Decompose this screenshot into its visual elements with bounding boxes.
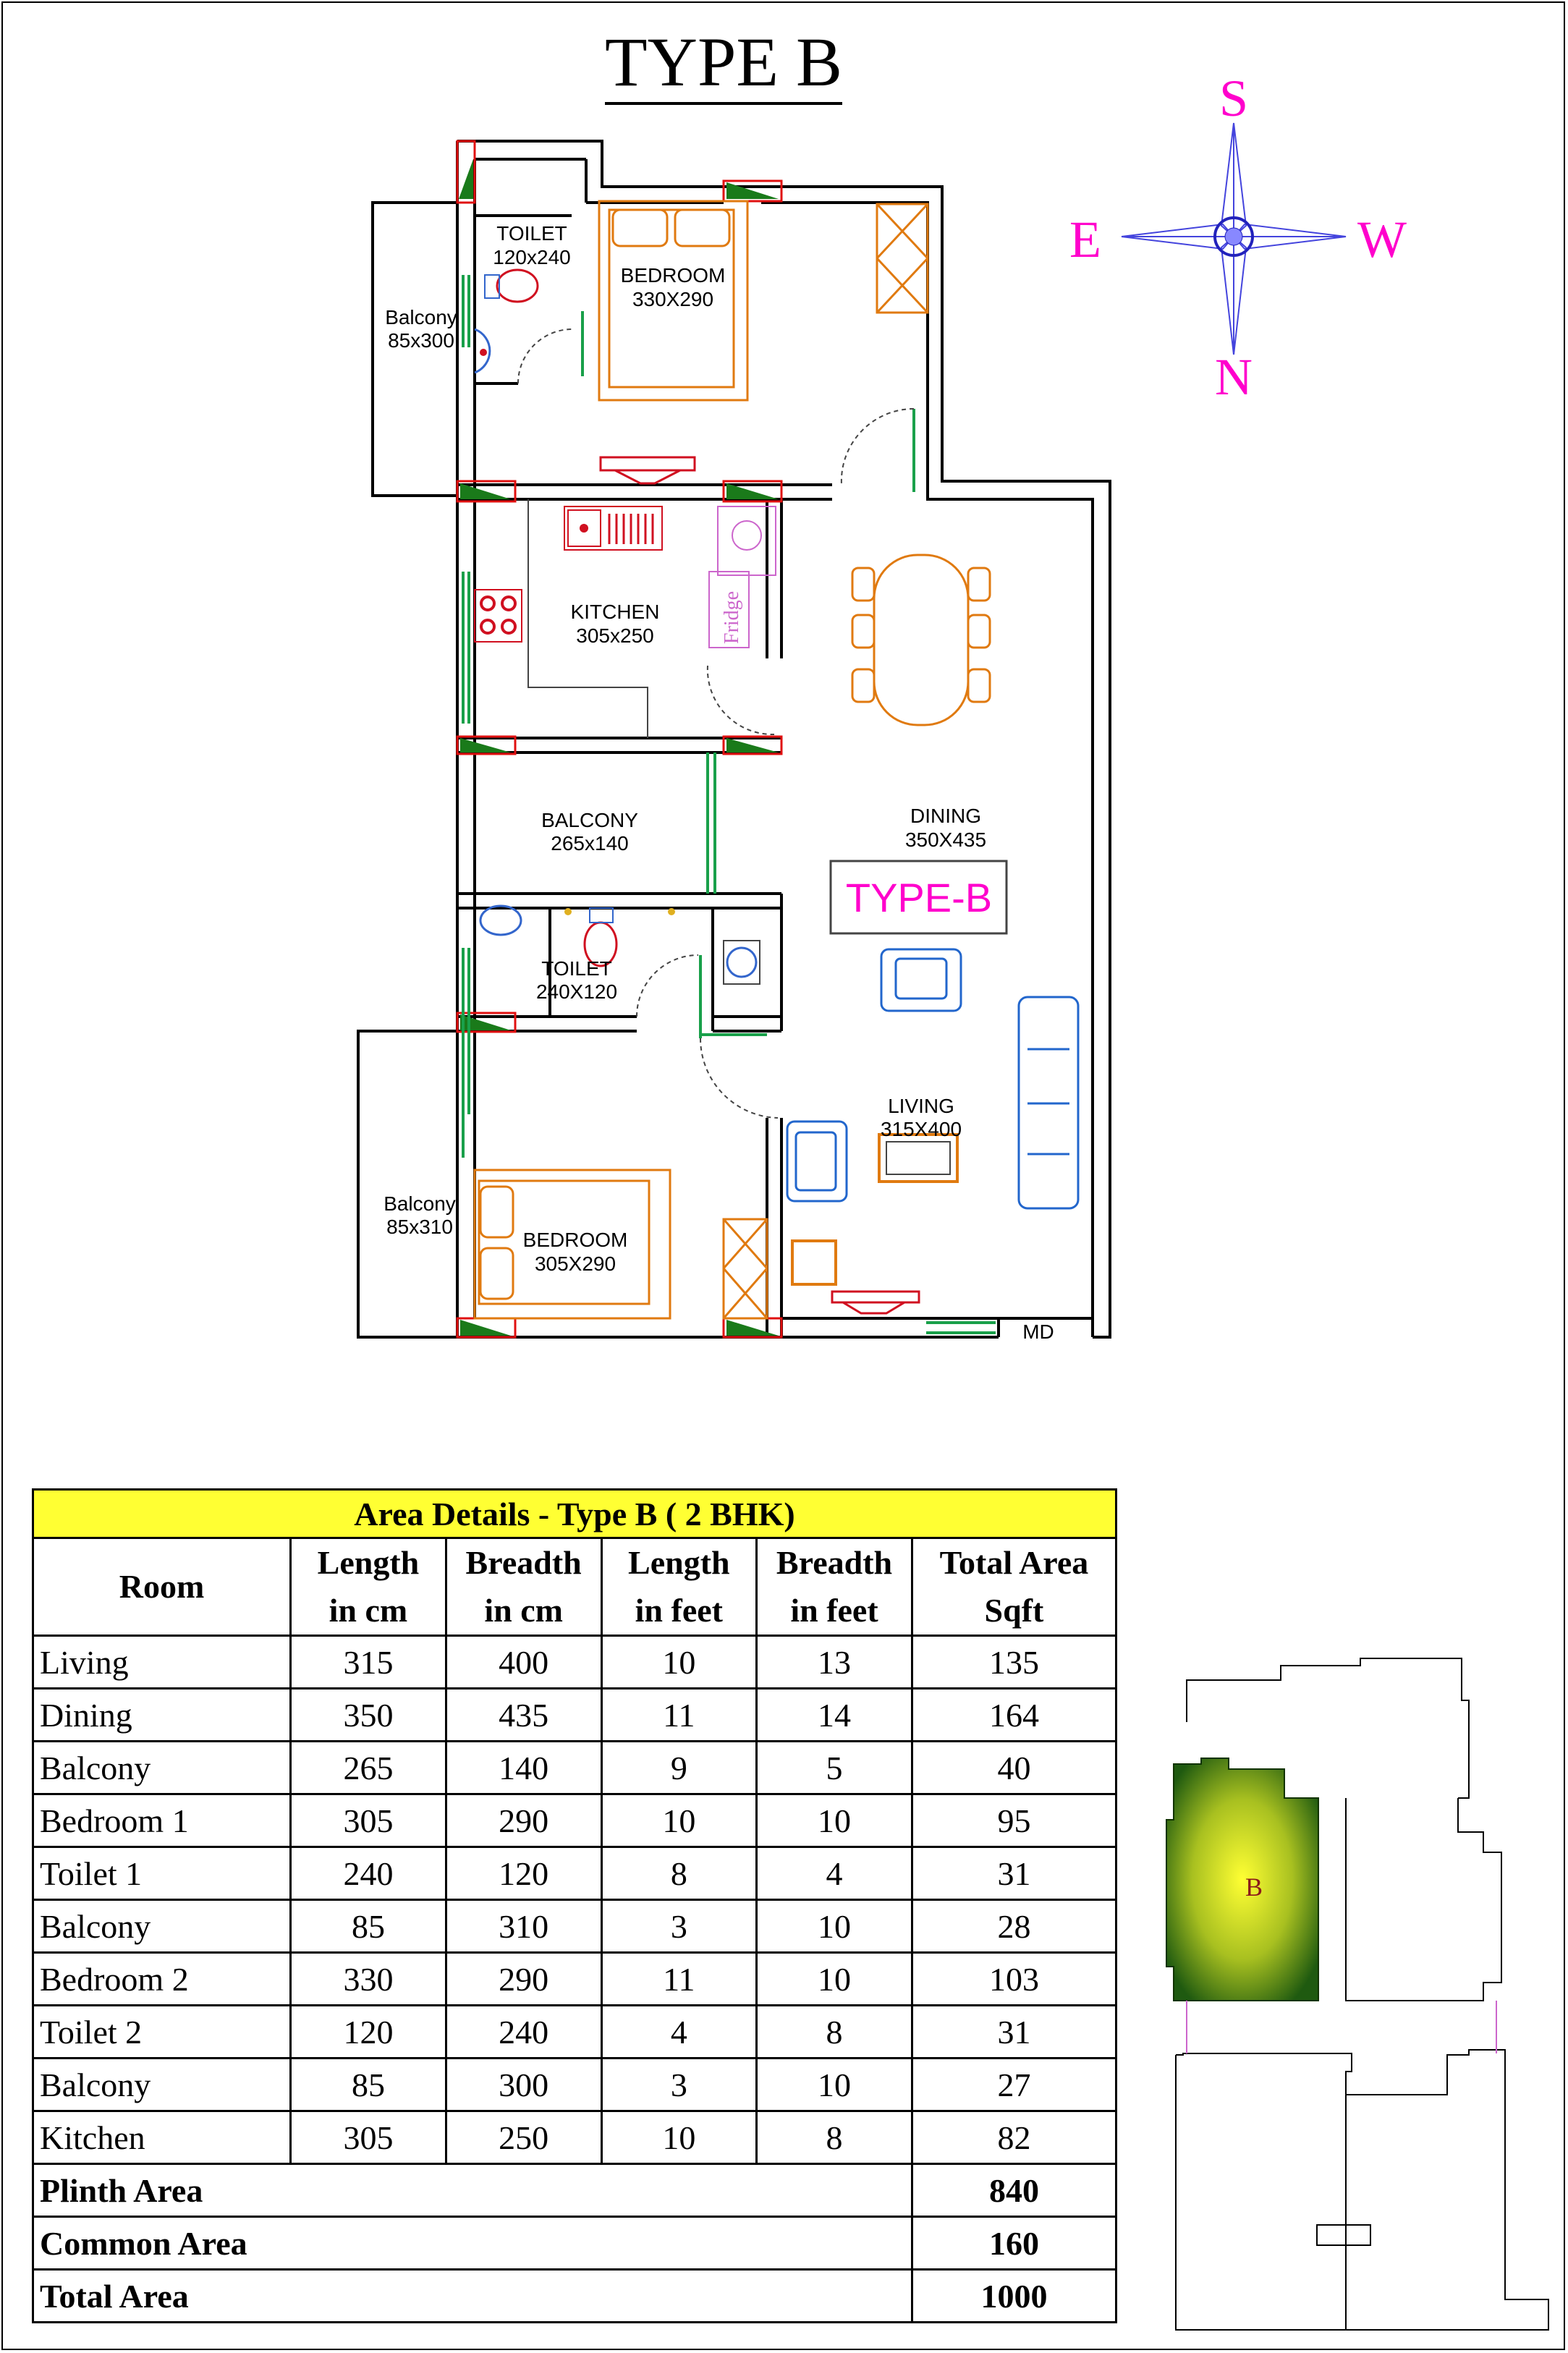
value-cell: 330 xyxy=(291,1953,446,2006)
room-name-cell: Toilet 1 xyxy=(33,1847,291,1900)
value-cell: 4 xyxy=(757,1847,912,1900)
summary-value: 1000 xyxy=(912,2270,1116,2323)
coffee-table xyxy=(879,1135,957,1182)
room-toilet1-name: TOILET xyxy=(496,222,567,245)
table-body xyxy=(33,1636,1116,2323)
table-caption-row xyxy=(33,1490,1116,1538)
area-details-table xyxy=(32,1488,1117,2323)
table-row xyxy=(33,1636,1116,1689)
table-row xyxy=(33,1689,1116,1742)
value-cell: 120 xyxy=(291,2006,446,2059)
room-bedroom1-size: 330X290 xyxy=(632,288,714,310)
value-cell: 8 xyxy=(757,2006,912,2059)
header-line: Length xyxy=(628,1544,730,1581)
page-title: TYPE B xyxy=(0,22,1447,105)
room-balcony1-size: 85x300 xyxy=(388,329,454,352)
value-cell: 85 xyxy=(291,2059,446,2111)
room-dining-name: DINING xyxy=(910,805,981,827)
room-balcony3-size: 85x310 xyxy=(386,1216,453,1238)
unit-type-label: TYPE-B xyxy=(845,875,993,920)
compass-bottom-label: N xyxy=(1215,348,1253,406)
value-cell: 5 xyxy=(757,1742,912,1794)
room-name-cell: Bedroom 1 xyxy=(33,1794,291,1847)
unit-type-box xyxy=(831,861,1007,933)
table-row xyxy=(33,1900,1116,1953)
table-header-cell xyxy=(757,1538,912,1636)
room-toilet2-size: 240X120 xyxy=(535,980,618,1003)
table-row xyxy=(33,2006,1116,2059)
value-cell: 31 xyxy=(912,1847,1116,1900)
value-cell: 120 xyxy=(446,1847,601,1900)
room-balcony2-name: BALCONY xyxy=(541,809,638,831)
hood-top xyxy=(601,457,695,483)
value-cell: 27 xyxy=(912,2059,1116,2111)
value-cell: 8 xyxy=(601,1847,757,1900)
room-living-size: 315X400 xyxy=(880,1118,962,1140)
value-cell: 240 xyxy=(446,2006,601,2059)
room-name-cell: Living xyxy=(33,1636,291,1689)
room-kitchen-name: KITCHEN xyxy=(570,601,660,623)
room-bedroom2-name: BEDROOM xyxy=(522,1229,628,1251)
value-cell: 3 xyxy=(601,1900,757,1953)
value-cell: 10 xyxy=(757,2059,912,2111)
room-name-cell: Balcony xyxy=(33,1900,291,1953)
compass-top-label: S xyxy=(1219,69,1249,127)
room-toilet1-size: 120x240 xyxy=(493,246,571,268)
table-row xyxy=(33,1742,1116,1794)
summary-value: 840 xyxy=(912,2164,1116,2217)
value-cell: 4 xyxy=(601,2006,757,2059)
value-cell: 10 xyxy=(757,1794,912,1847)
room-bedroom1-name: BEDROOM xyxy=(620,264,726,287)
value-cell: 14 xyxy=(757,1689,912,1742)
header-line: Room xyxy=(119,1568,205,1605)
compass-right-label: W xyxy=(1357,211,1407,268)
header-line: in cm xyxy=(329,1592,408,1629)
summary-value: 160 xyxy=(912,2217,1116,2270)
header-line: in feet xyxy=(790,1592,878,1629)
value-cell: 85 xyxy=(291,1900,446,1953)
header-line: Breadth xyxy=(776,1544,893,1581)
room-balcony3-name: Balcony xyxy=(383,1192,456,1215)
room-name-cell: Toilet 2 xyxy=(33,2006,291,2059)
value-cell: 265 xyxy=(291,1742,446,1794)
room-kitchen-size: 305x250 xyxy=(576,624,654,647)
value-cell: 95 xyxy=(912,1794,1116,1847)
value-cell: 10 xyxy=(757,1953,912,2006)
room-name-cell: Kitchen xyxy=(33,2111,291,2164)
value-cell: 3 xyxy=(601,2059,757,2111)
value-cell: 40 xyxy=(912,1742,1116,1794)
sofa-set xyxy=(787,949,1078,1208)
room-bedroom2-size: 305X290 xyxy=(534,1252,616,1275)
value-cell: 28 xyxy=(912,1900,1116,1953)
value-cell: 9 xyxy=(601,1742,757,1794)
key-plan-highlight-label: B xyxy=(1245,1873,1263,1902)
key-plan xyxy=(1158,1642,1563,2344)
header-line: Length xyxy=(317,1544,420,1581)
table-header-cell xyxy=(601,1538,757,1636)
room-balcony1-name: Balcony xyxy=(385,306,457,328)
value-cell: 140 xyxy=(446,1742,601,1794)
table-header-row xyxy=(33,1538,1116,1636)
value-cell: 11 xyxy=(601,1953,757,2006)
table-row xyxy=(33,1794,1116,1847)
toilet-fixtures-top xyxy=(475,270,538,373)
wardrobe-top xyxy=(877,204,928,313)
summary-row xyxy=(33,2217,1116,2270)
value-cell: 435 xyxy=(446,1689,601,1742)
tv-unit xyxy=(792,1241,919,1313)
room-dining-size: 350X435 xyxy=(904,828,987,851)
value-cell: 13 xyxy=(757,1636,912,1689)
value-cell: 10 xyxy=(601,1794,757,1847)
header-line: Total Area xyxy=(939,1544,1089,1581)
room-toilet2-name: TOILET xyxy=(541,957,612,980)
room-name-cell: Bedroom 2 xyxy=(33,1953,291,2006)
value-cell: 11 xyxy=(601,1689,757,1742)
value-cell: 290 xyxy=(446,1794,601,1847)
room-balcony2-size: 265x140 xyxy=(551,832,629,855)
value-cell: 135 xyxy=(912,1636,1116,1689)
summary-label: Plinth Area xyxy=(33,2164,912,2217)
header-line: in feet xyxy=(635,1592,723,1629)
value-cell: 300 xyxy=(446,2059,601,2111)
value-cell: 10 xyxy=(601,1636,757,1689)
value-cell: 400 xyxy=(446,1636,601,1689)
value-cell: 310 xyxy=(446,1900,601,1953)
compass xyxy=(1069,69,1407,406)
wardrobe-bottom xyxy=(724,1219,767,1318)
dining-table xyxy=(852,555,990,725)
value-cell: 10 xyxy=(757,1900,912,1953)
value-cell: 82 xyxy=(912,2111,1116,2164)
summary-row xyxy=(33,2164,1116,2217)
room-name-cell: Balcony xyxy=(33,1742,291,1794)
value-cell: 250 xyxy=(446,2111,601,2164)
main-door-label: MD xyxy=(1022,1320,1054,1343)
value-cell: 290 xyxy=(446,1953,601,2006)
table-header-cell xyxy=(291,1538,446,1636)
table-row xyxy=(33,1847,1116,1900)
toilet-fixtures-bottom xyxy=(480,906,760,984)
compass-left-label: E xyxy=(1069,211,1101,268)
value-cell: 240 xyxy=(291,1847,446,1900)
value-cell: 350 xyxy=(291,1689,446,1742)
summary-label: Common Area xyxy=(33,2217,912,2270)
table-row xyxy=(33,2059,1116,2111)
value-cell: 164 xyxy=(912,1689,1116,1742)
header-line: in cm xyxy=(484,1592,563,1629)
value-cell: 305 xyxy=(291,2111,446,2164)
value-cell: 8 xyxy=(757,2111,912,2164)
table-row xyxy=(33,2111,1116,2164)
value-cell: 305 xyxy=(291,1794,446,1847)
table-row xyxy=(33,1953,1116,2006)
value-cell: 31 xyxy=(912,2006,1116,2059)
summary-row xyxy=(33,2270,1116,2323)
key-plan-connectors xyxy=(1187,2001,1496,2053)
key-plan-highlight-unit xyxy=(1166,1758,1318,2001)
header-line: Sqft xyxy=(984,1592,1044,1629)
fridge-label: Fridge xyxy=(721,590,743,644)
room-living-name: LIVING xyxy=(888,1095,954,1117)
room-name-cell: Dining xyxy=(33,1689,291,1742)
value-cell: 103 xyxy=(912,1953,1116,2006)
table-header-cell xyxy=(33,1538,291,1636)
dining-chairs xyxy=(852,568,990,702)
table-header-cell xyxy=(912,1538,1116,1636)
header-line: Breadth xyxy=(465,1544,582,1581)
summary-label: Total Area xyxy=(33,2270,912,2323)
value-cell: 10 xyxy=(601,2111,757,2164)
room-name-cell: Balcony xyxy=(33,2059,291,2111)
table-header-cell xyxy=(446,1538,601,1636)
room-labels xyxy=(383,222,1054,1343)
table-caption: Area Details - Type B ( 2 BHK) xyxy=(33,1490,1116,1538)
value-cell: 315 xyxy=(291,1636,446,1689)
